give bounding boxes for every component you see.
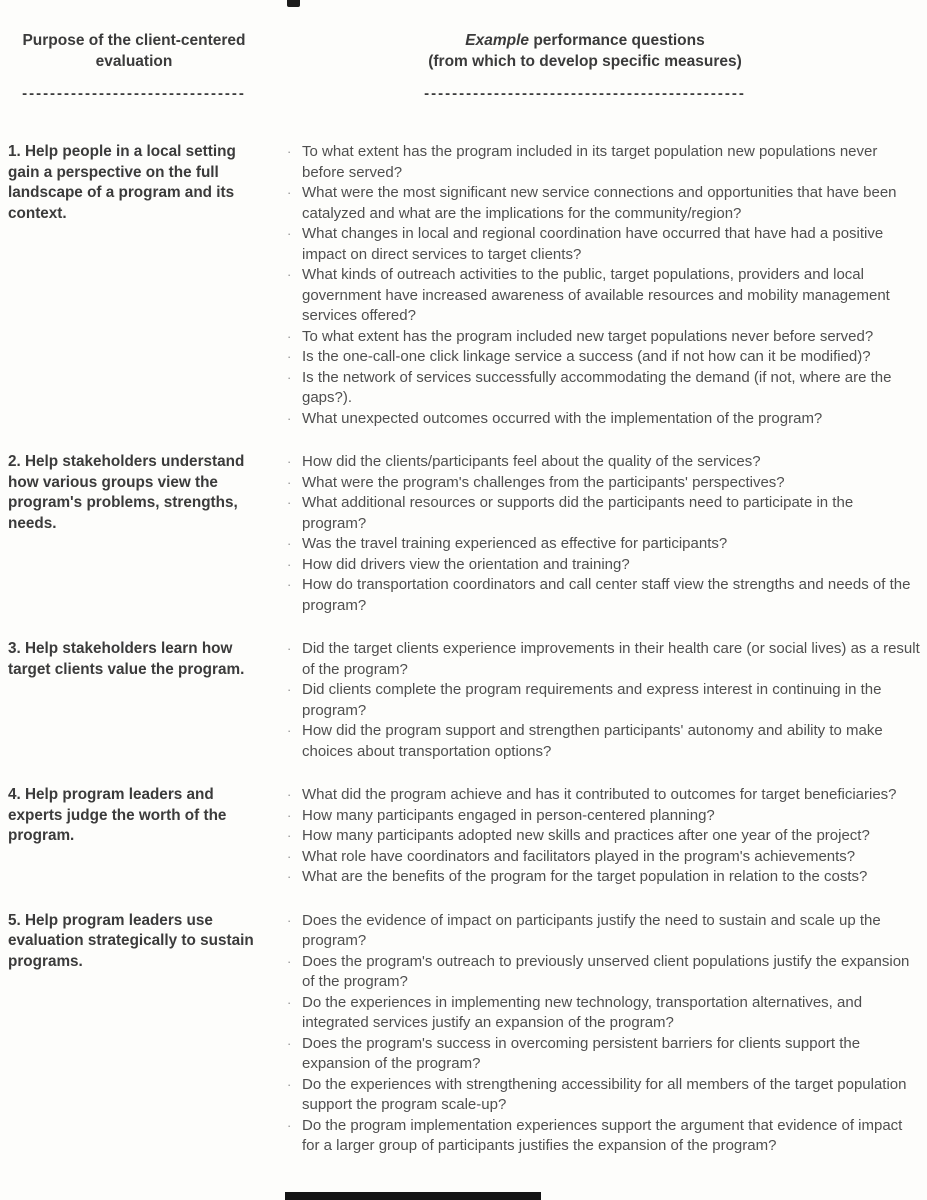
question-item [285,368,920,409]
bullet-dot-icon: · [287,226,292,241]
bullet-dot-icon: · [287,807,292,823]
bullet-dot-icon: · [287,410,292,426]
question-item [285,1034,920,1075]
question-item [285,452,920,473]
question-text: What were the most significant new service connections and opportunities that have been catalyzed and what are the implications for the community/region? [302,184,897,222]
ink-artifact-bottom [285,1192,541,1200]
question-item [285,265,920,327]
question-text: Do the experiences in implementing new technology, transportation alternatives, and integrated services justify an expansion of the program? [302,993,863,1031]
question-item [285,575,920,616]
question-item [285,867,920,888]
bullet-dot-icon: · [287,912,292,928]
bullet-dot-icon: · [287,953,292,969]
questions-title-italic-word: Example [465,32,530,49]
bullet-dot-icon: · [287,994,292,1010]
question-text: Did clients complete the program requirements and express interest in continuing in the program? [302,681,882,719]
question-item [285,183,920,224]
question-text: How many participants engaged in person-centered planning? [302,806,715,824]
question-text: What did the program achieve and has it contributed to outcomes for target beneficiaries? [302,786,897,803]
bullet-dot-icon: · [287,267,292,282]
table-row [8,639,927,762]
bullet-dot-icon: · [287,495,292,510]
table-header-row [8,30,927,102]
bullet-dot-icon: · [287,1076,292,1092]
bullet-dot-icon: · [287,536,292,551]
questions-list [285,911,920,1157]
question-text: What role have coordinators and facilitators played in the program's achievements? [302,847,856,865]
question-item [285,327,920,348]
question-text: Does the program's success in overcoming persistent barriers for clients support the expansion of the program? [302,1034,861,1072]
question-text: Do the experiences with strengthening accessibility for all members of the target population support the program scale-up? [302,1075,907,1113]
question-item [285,473,920,494]
question-text: What additional resources or supports did the participants need to participate in the program? [302,494,854,532]
purpose-cell: 4. Help program leaders and experts judge the worth of the program. [8,786,227,844]
question-item [285,911,920,952]
question-item [285,347,920,368]
question-item [285,639,920,680]
question-item [285,1116,920,1157]
questions-list [285,785,920,888]
bullet-dot-icon: · [287,474,292,490]
bullet-dot-icon: · [287,848,292,864]
question-item [285,721,920,762]
question-item [285,555,920,576]
questions-list [285,142,920,429]
question-text: How do transportation coordinators and call center staff view the strengths and needs of the program? [302,576,911,614]
bullet-dot-icon: · [287,828,292,843]
bullet-dot-icon: · [287,144,292,159]
question-text: How did drivers view the orientation and training? [302,555,630,573]
question-item [285,493,920,534]
table-row [8,911,927,1157]
question-text: Was the travel training experienced as effective for participants? [302,535,728,552]
bullet-dot-icon: · [287,454,292,469]
bullet-dot-icon: · [287,556,292,572]
questions-header-cell [285,30,920,102]
questions-title-rest: performance questions [533,32,705,49]
purpose-column-title: Purpose of the client-centered evaluation [22,32,246,70]
question-item [285,409,920,430]
question-item [285,142,920,183]
question-item [285,806,920,827]
question-item [285,785,920,806]
question-item [285,993,920,1034]
purpose-cell: 1. Help people in a local setting gain a perspective on the full landscape of a program and its context. [8,143,236,222]
purpose-cell: 5. Help program leaders use evaluation strategically to sustain programs. [8,911,254,970]
question-text: What unexpected outcomes occurred with the implementation of the program? [302,409,823,427]
question-item [285,1075,920,1116]
question-item [285,680,920,721]
question-text: What were the program's challenges from the participants' perspectives? [302,473,785,491]
question-text: Does the evidence of impact on participants justify the need to sustain and scale up the program? [302,911,881,949]
bullet-dot-icon: · [287,369,292,385]
table-row [8,142,927,429]
bullet-dot-icon: · [287,1117,292,1133]
purpose-header-divider: -------------------------------- [22,85,246,102]
bullet-dot-icon: · [287,787,292,802]
question-item [285,952,920,993]
bullet-dot-icon: · [287,349,292,364]
bullet-dot-icon: · [287,185,292,200]
sections [8,142,927,1157]
question-text: Is the network of services successfully accommodating the demand (if not, where are the gaps?). [302,368,892,406]
questions-list [285,639,920,762]
bullet-dot-icon: · [287,869,292,884]
question-text: What changes in local and regional coordination have occurred that have had a positive impact on direct services to target clients? [302,225,884,263]
purpose-header-cell [8,30,260,102]
question-text: To what extent has the program included in its target population new populations never before served? [302,143,878,181]
table-row [8,452,927,616]
bullet-dot-icon: · [287,723,292,738]
bullet-dot-icon: · [287,577,292,592]
questions-title-subline: (from which to develop specific measures) [428,53,742,70]
bullet-dot-icon: · [287,1035,292,1051]
questions-header-divider: ---------------------------------------------- [424,85,746,102]
question-item [285,534,920,555]
question-text: To what extent has the program included new target populations never before served? [302,327,874,345]
question-text: How did the clients/participants feel about the quality of the services? [302,453,761,470]
question-text: Do the program implementation experiences support the argument that evidence of impact for a larger group of participants justifies the expansion of the program? [302,1116,903,1154]
question-item [285,847,920,868]
question-text: Is the one-call-one click linkage service a success (and if not how can it be modified)? [302,348,871,365]
question-text: How many participants adopted new skills and practices after one year of the project? [302,827,870,844]
bullet-dot-icon: · [287,682,292,697]
bullet-dot-icon: · [287,328,292,344]
questions-list [285,452,920,616]
ink-artifact-top [287,0,300,7]
purpose-cell: 2. Help stakeholders understand how various groups view the program's problems, strengths, needs. [8,453,245,532]
question-item [285,224,920,265]
question-item [285,826,920,847]
questions-column-title [285,30,885,72]
question-text: Did the target clients experience improvements in their health care (or social lives) as a result of the program? [302,640,920,678]
question-text: What kinds of outreach activities to the public, target populations, providers and local government have increased awareness of available resources and mobility management services offered? [302,266,890,324]
question-text: How did the program support and strengthen participants' autonomy and ability to make choices about transportation options? [302,722,883,760]
question-text: Does the program's outreach to previously unserved client populations justify the expansion of the program? [302,952,910,990]
purpose-cell: 3. Help stakeholders learn how target clients value the program. [8,640,245,678]
bullet-dot-icon: · [287,641,292,656]
table-row [8,785,927,888]
question-text: What are the benefits of the program for the target population in relation to the costs? [302,868,868,885]
